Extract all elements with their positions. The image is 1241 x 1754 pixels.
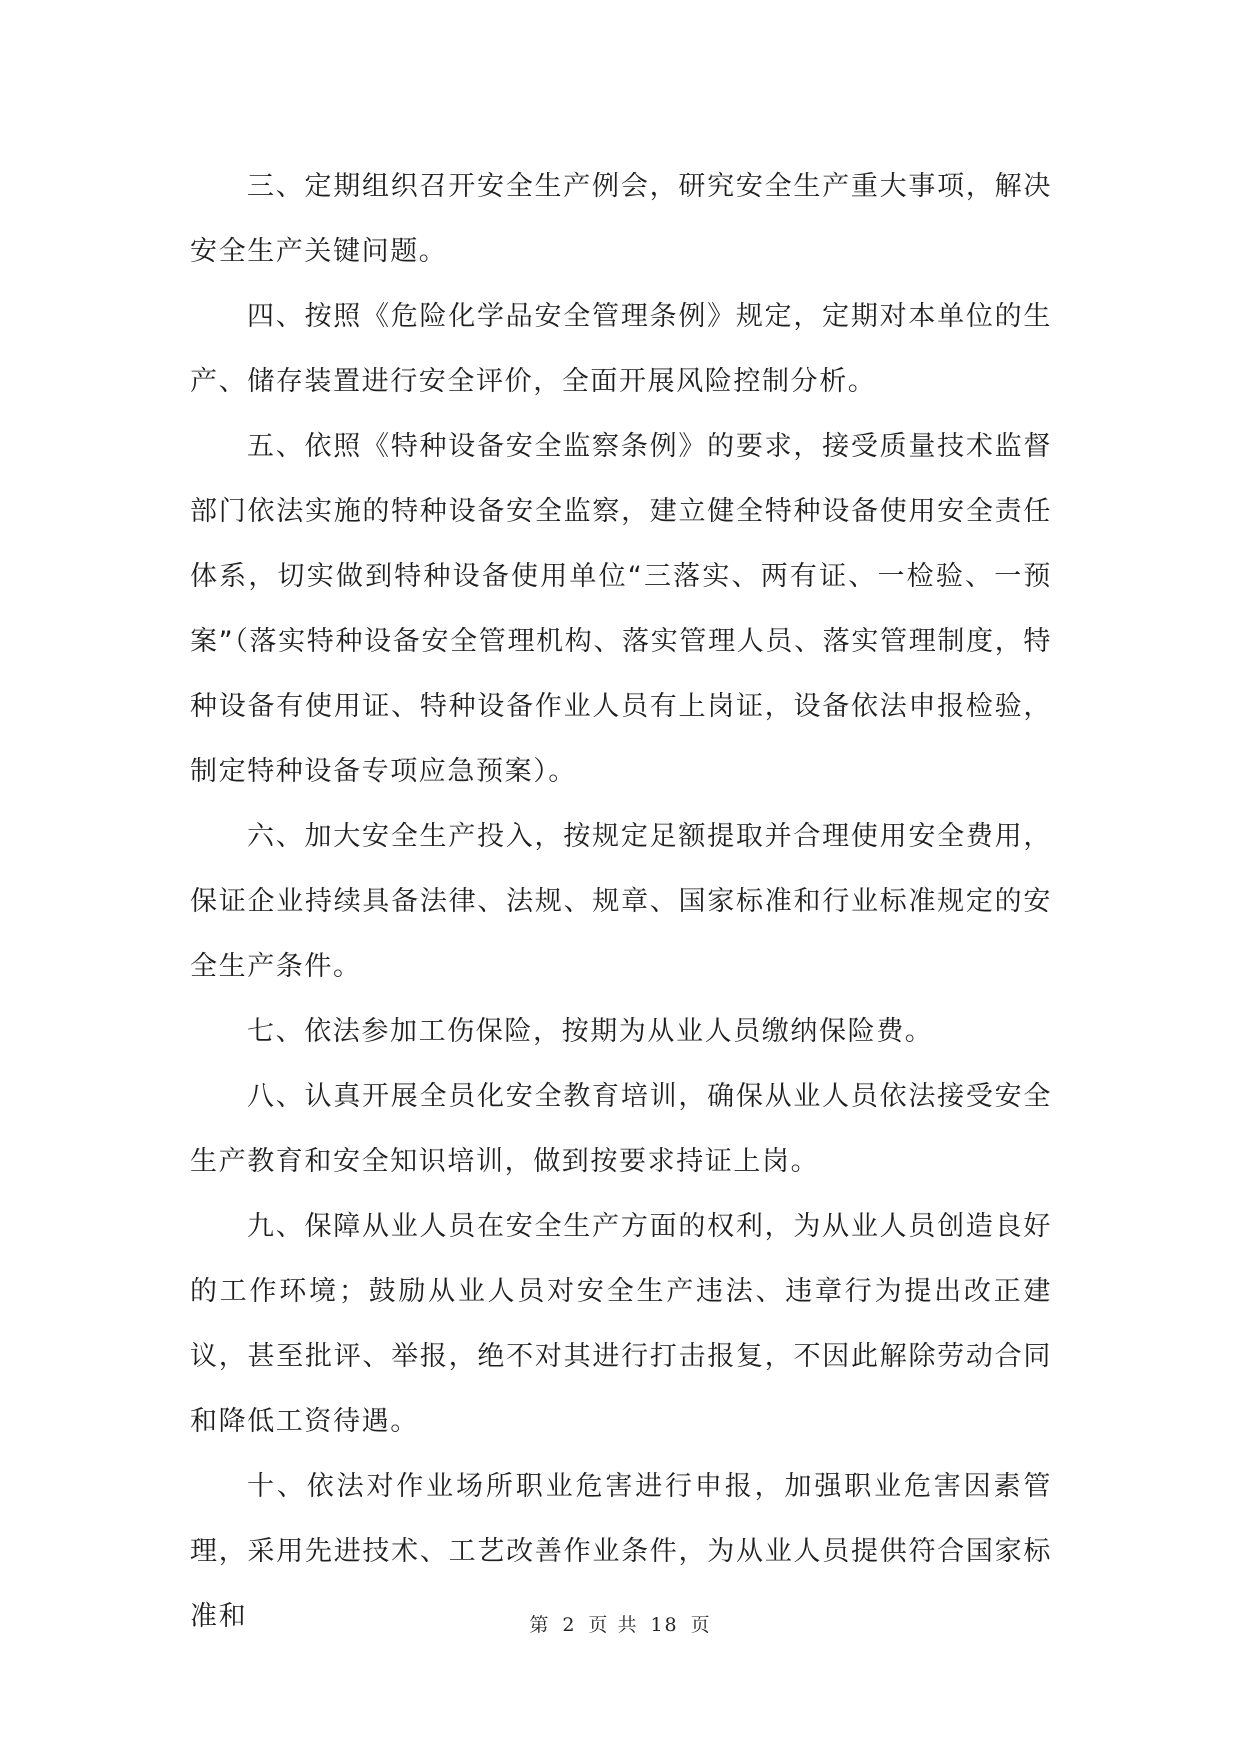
footer-page-number: 2: [562, 1614, 577, 1636]
paragraph-7: 七、依法参加工伤保险，按期为从业人员缴纳保险费。: [247, 1016, 934, 1047]
paragraph-9: 九、保障从业人员在安全生产方面的权利，为从业人员创造良好的工作环境；鼓励从业人员对安全生产违法、违章行为提出改正建议，甚至批评、举报，绝不对其进行打击报复，不因此解除劳动合同和降低工资待遇。: [190, 1211, 1052, 1437]
document-body: [190, 154, 1052, 1649]
paragraph-8: 八、认真开展全员化安全教育培训，确保从业人员依法接受安全生产教育和安全知识培训，做到按要求持证上岗。: [190, 1081, 1052, 1177]
footer-total-pages: 18: [650, 1614, 679, 1636]
paragraph-10: 十、依法对作业场所职业危害进行申报，加强职业危害因素管理，采用先进技术、工艺改善作业条件，为从业人员提供符合国家标准和: [190, 1471, 1052, 1632]
footer-prefix: 第: [529, 1614, 551, 1636]
page-footer: [0, 1610, 1241, 1637]
paragraph-3: 三、定期组织召开安全生产例会，研究安全生产重大事项，解决安全生产关键问题。: [190, 171, 1052, 267]
footer-suffix: 页: [690, 1614, 712, 1636]
footer-middle: 页 共: [588, 1614, 639, 1636]
paragraph-4: 四、按照《危险化学品安全管理条例》规定，定期对本单位的生产、储存装置进行安全评价，全面开展风险控制分析。: [190, 301, 1052, 397]
paragraph-6: 六、加大安全生产投入，按规定足额提取并合理使用安全费用，保证企业持续具备法律、法规、规章、国家标准和行业标准规定的安全生产条件。: [190, 821, 1052, 982]
paragraph-5: 五、依照《特种设备安全监察条例》的要求，接受质量技术监督部门依法实施的特种设备安全监察，建立健全特种设备使用安全责任体系，切实做到特种设备使用单位“三落实、两有证、一检验、一预案”（落实特种设备安全管理机构、落实管理人员、落实管理制度，特种设备有使用证、特种设备作业人员有上岗证，设备依法申报检验，制定特种设备专项应急预案）。: [190, 431, 1052, 787]
